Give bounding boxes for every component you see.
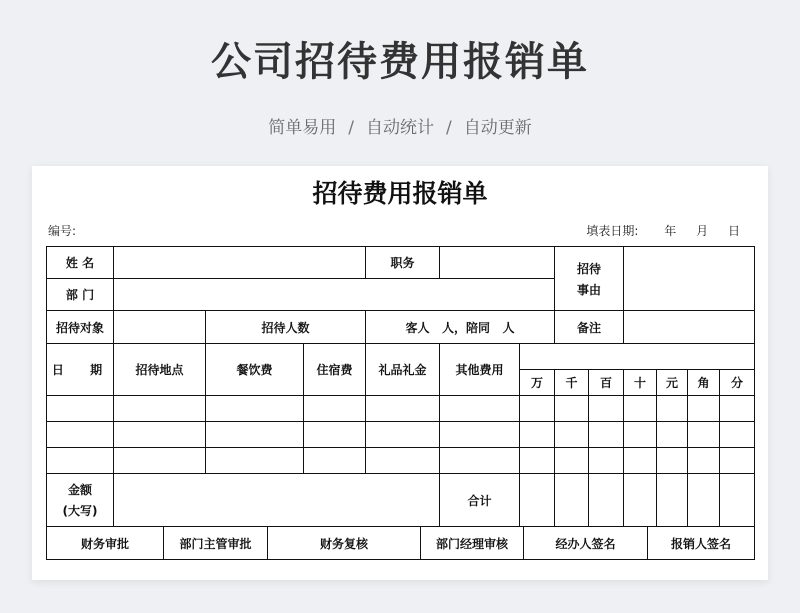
signature-strip: [47, 527, 754, 559]
amount-label-line1: 金额: [67, 483, 92, 497]
table-cell[interactable]: [366, 422, 440, 448]
signature-claimant[interactable]: 报销人签名: [671, 536, 732, 551]
total-label: 合计: [440, 474, 520, 527]
table-cell[interactable]: [624, 422, 657, 448]
guest-count-field[interactable]: 客人 人，陪同 人: [366, 311, 555, 344]
form-title: 招待费用报销单: [312, 179, 488, 208]
table-cell[interactable]: [206, 396, 304, 422]
signature-dept-manager-review[interactable]: 部门经理审核: [421, 527, 524, 559]
table-cell[interactable]: [589, 396, 624, 422]
table-cell[interactable]: [624, 396, 657, 422]
signature-finance-review[interactable]: 财务复核: [268, 527, 421, 559]
subtitle-item: 自动更新: [463, 118, 532, 138]
table-cell[interactable]: [624, 448, 657, 474]
matter-label-line2: 事由: [577, 282, 602, 297]
dept-label: 部 门: [47, 279, 114, 311]
table-cell[interactable]: [47, 448, 114, 474]
subtitle-separator: /: [446, 118, 452, 138]
form-card: [32, 166, 768, 580]
table-cell[interactable]: [206, 448, 304, 474]
digit-header-yuan: 元: [657, 370, 688, 396]
table-cell[interactable]: [440, 422, 520, 448]
name-field[interactable]: [114, 247, 366, 279]
lodging-column-header: 住宿费: [304, 344, 366, 396]
table-cell[interactable]: [304, 422, 366, 448]
table-cell[interactable]: [114, 448, 206, 474]
matter-field[interactable]: [624, 247, 755, 311]
total-digit-cell[interactable]: [589, 474, 624, 527]
target-label: 招待对象: [47, 311, 114, 344]
table-cell[interactable]: [366, 448, 440, 474]
serial-number-label: 编号:: [48, 224, 77, 238]
table-cell[interactable]: [688, 422, 720, 448]
table-cell[interactable]: [589, 448, 624, 474]
table-cell[interactable]: [720, 396, 755, 422]
table-row: [47, 422, 755, 448]
table-row: [47, 396, 755, 422]
amount-words-field[interactable]: [114, 474, 440, 527]
table-cell[interactable]: [114, 396, 206, 422]
guest-count-label: 招待人数: [206, 311, 366, 344]
table-cell[interactable]: [520, 448, 555, 474]
table-cell[interactable]: [304, 448, 366, 474]
meal-column-header: 餐饮费: [206, 344, 304, 396]
table-cell[interactable]: [720, 422, 755, 448]
target-field[interactable]: [114, 311, 206, 344]
name-label: 姓 名: [47, 247, 114, 279]
table-cell[interactable]: [555, 422, 589, 448]
subtitle-separator: /: [348, 118, 354, 138]
table-cell[interactable]: [440, 396, 520, 422]
table-cell[interactable]: [657, 396, 688, 422]
fill-date: [576, 222, 740, 239]
table-cell[interactable]: [520, 422, 555, 448]
digit-header-qian: 千: [555, 370, 589, 396]
subtitle: [0, 113, 800, 138]
place-column-header: 招待地点: [114, 344, 206, 396]
table-cell[interactable]: [206, 422, 304, 448]
digit-header-shi: 十: [624, 370, 657, 396]
table-cell[interactable]: [589, 422, 624, 448]
year-label: 年: [664, 224, 677, 238]
table-cell[interactable]: [366, 396, 440, 422]
subtitle-item: 简单易用: [268, 118, 337, 138]
signature-dept-head-approval[interactable]: 部门主管审批: [164, 527, 268, 559]
total-digit-cell[interactable]: [657, 474, 688, 527]
subtitle-item: 自动统计: [366, 118, 434, 138]
table-cell[interactable]: [688, 448, 720, 474]
matter-label: [555, 247, 624, 311]
month-label: 月: [696, 224, 709, 238]
total-digit-cell[interactable]: [624, 474, 657, 527]
other-column-header: 其他费用: [440, 344, 520, 396]
digit-header-fen: 分: [720, 370, 755, 396]
table-row: [47, 448, 755, 474]
table-cell[interactable]: [657, 422, 688, 448]
table-cell[interactable]: [440, 448, 520, 474]
remark-field[interactable]: [624, 311, 755, 344]
table-cell[interactable]: [114, 422, 206, 448]
position-field[interactable]: [440, 247, 555, 279]
table-cell[interactable]: [555, 396, 589, 422]
digit-header-bai: 百: [589, 370, 624, 396]
reimbursement-table: [46, 246, 755, 560]
table-cell[interactable]: [47, 396, 114, 422]
table-cell[interactable]: [555, 448, 589, 474]
remark-label: 备注: [555, 311, 624, 344]
dept-field[interactable]: [114, 279, 555, 311]
total-digit-cell[interactable]: [520, 474, 555, 527]
table-cell[interactable]: [657, 448, 688, 474]
total-digit-cell[interactable]: [688, 474, 720, 527]
fill-date-label: 填表日期:: [586, 224, 639, 238]
table-cell[interactable]: [688, 396, 720, 422]
signature-handler[interactable]: 经办人签名: [524, 527, 648, 559]
table-cell[interactable]: [47, 422, 114, 448]
table-cell[interactable]: [720, 448, 755, 474]
amount-label: [47, 474, 114, 527]
digit-header-wan: 万: [520, 370, 555, 396]
table-cell[interactable]: [304, 396, 366, 422]
position-label: 职务: [366, 247, 440, 279]
amount-label-line2: (大写): [62, 504, 98, 518]
day-label: 日: [727, 224, 740, 238]
total-digit-cell[interactable]: [555, 474, 589, 527]
gift-column-header: 礼品礼金: [366, 344, 440, 396]
signature-finance-approval[interactable]: 财务审批: [47, 527, 164, 559]
digit-header-jiao: 角: [688, 370, 720, 396]
digits-header-blank: [520, 344, 755, 370]
page-title: 公司招待费用报销单: [211, 39, 589, 85]
total-digit-cell[interactable]: [720, 474, 755, 527]
table-cell[interactable]: [520, 396, 555, 422]
date-column-header: 日 期: [47, 344, 114, 396]
matter-label-line1: 招待: [577, 261, 602, 276]
signature-row: [47, 527, 755, 560]
